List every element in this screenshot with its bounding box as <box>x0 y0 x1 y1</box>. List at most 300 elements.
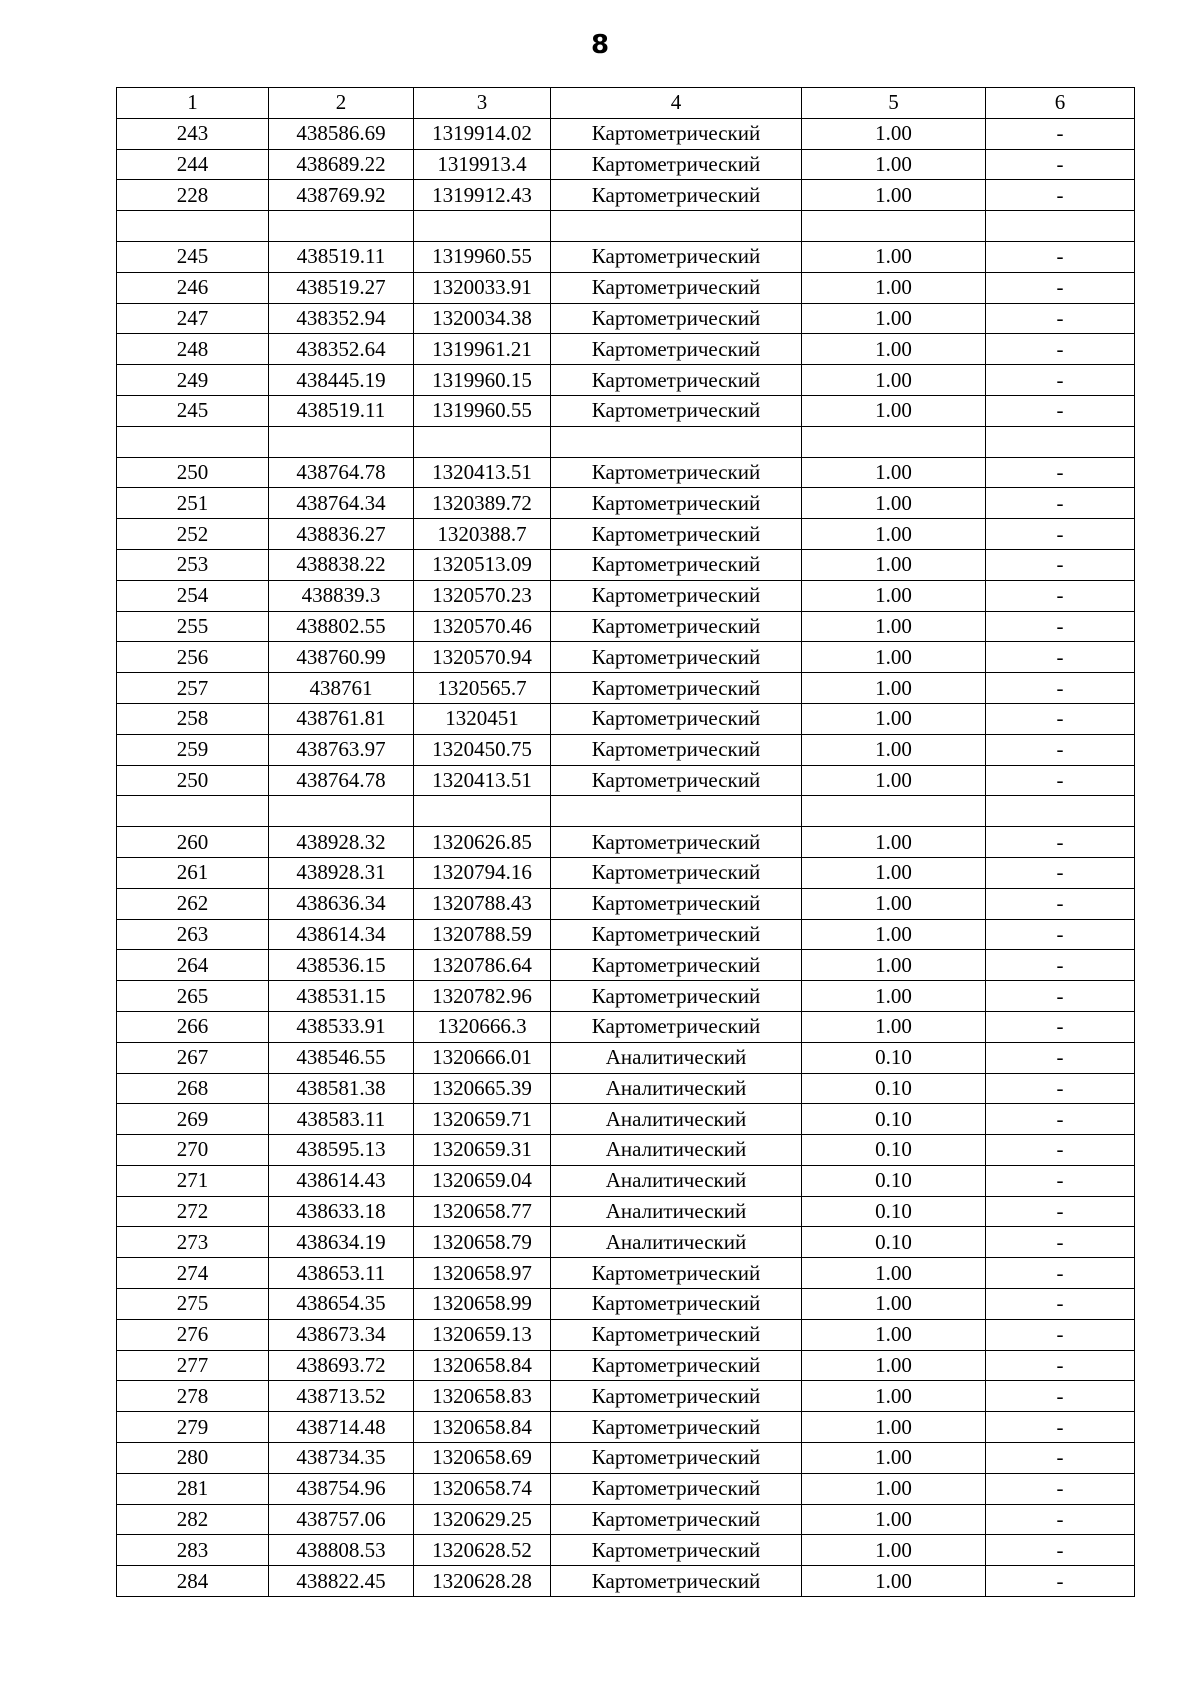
table-row <box>117 888 1135 919</box>
cell-point-number: 245 <box>117 395 269 426</box>
cell-x-coordinate: 438764.34 <box>269 488 414 519</box>
cell-accuracy: 1.00 <box>802 1258 986 1289</box>
cell-note: - <box>986 488 1135 519</box>
header-cell-col-6: 6 <box>986 88 1135 119</box>
cell-note: - <box>986 950 1135 981</box>
cell-note: - <box>986 642 1135 673</box>
cell-point-number: 271 <box>117 1165 269 1196</box>
table-row <box>117 365 1135 396</box>
cell-note: - <box>986 519 1135 550</box>
cell-note: - <box>986 303 1135 334</box>
cell-x-coordinate: 438614.43 <box>269 1165 414 1196</box>
cell-x-coordinate: 438689.22 <box>269 149 414 180</box>
table-row <box>117 611 1135 642</box>
cell-point-number: 270 <box>117 1135 269 1166</box>
cell-note: - <box>986 457 1135 488</box>
cell-note: - <box>986 118 1135 149</box>
cell-note: - <box>986 734 1135 765</box>
cell-accuracy: 1.00 <box>802 457 986 488</box>
table-row <box>117 857 1135 888</box>
cell-y-coordinate: 1320659.71 <box>414 1104 551 1135</box>
separator-row <box>117 796 1135 827</box>
cell-method <box>551 211 802 242</box>
table-row <box>117 395 1135 426</box>
cell-y-coordinate: 1320450.75 <box>414 734 551 765</box>
cell-x-coordinate: 438769.92 <box>269 180 414 211</box>
cell-y-coordinate: 1320658.99 <box>414 1289 551 1320</box>
cell-point-number: 245 <box>117 241 269 272</box>
cell-note: - <box>986 1381 1135 1412</box>
cell-note: - <box>986 919 1135 950</box>
header-cell-col-2: 2 <box>269 88 414 119</box>
cell-accuracy <box>802 796 986 827</box>
table-row <box>117 272 1135 303</box>
cell-point-number: 255 <box>117 611 269 642</box>
cell-x-coordinate: 438519.11 <box>269 241 414 272</box>
cell-note: - <box>986 703 1135 734</box>
cell-point-number: 262 <box>117 888 269 919</box>
cell-point-number <box>117 796 269 827</box>
cell-point-number: 243 <box>117 118 269 149</box>
cell-note: - <box>986 241 1135 272</box>
cell-note: - <box>986 765 1135 796</box>
cell-x-coordinate: 438734.35 <box>269 1443 414 1474</box>
cell-x-coordinate: 438764.78 <box>269 457 414 488</box>
cell-note: - <box>986 1073 1135 1104</box>
cell-note: - <box>986 1011 1135 1042</box>
cell-method <box>551 796 802 827</box>
table-row <box>117 703 1135 734</box>
cell-method: Картометрический <box>551 857 802 888</box>
cell-y-coordinate: 1320451 <box>414 703 551 734</box>
cell-y-coordinate: 1320666.3 <box>414 1011 551 1042</box>
table-row <box>117 488 1135 519</box>
table-row <box>117 580 1135 611</box>
cell-y-coordinate: 1320389.72 <box>414 488 551 519</box>
cell-note: - <box>986 673 1135 704</box>
cell-method: Картометрический <box>551 888 802 919</box>
cell-accuracy: 1.00 <box>802 1319 986 1350</box>
cell-y-coordinate: 1320513.09 <box>414 549 551 580</box>
cell-accuracy: 1.00 <box>802 395 986 426</box>
cell-y-coordinate: 1320786.64 <box>414 950 551 981</box>
cell-accuracy: 1.00 <box>802 950 986 981</box>
table-row <box>117 303 1135 334</box>
cell-accuracy: 1.00 <box>802 1504 986 1535</box>
cell-method: Картометрический <box>551 827 802 858</box>
cell-x-coordinate: 438713.52 <box>269 1381 414 1412</box>
cell-method: Картометрический <box>551 549 802 580</box>
cell-y-coordinate: 1320665.39 <box>414 1073 551 1104</box>
cell-y-coordinate: 1320388.7 <box>414 519 551 550</box>
cell-method: Картометрический <box>551 1504 802 1535</box>
cell-note: - <box>986 180 1135 211</box>
table-row <box>117 827 1135 858</box>
cell-accuracy: 1.00 <box>802 1011 986 1042</box>
cell-y-coordinate: 1320658.74 <box>414 1473 551 1504</box>
cell-point-number: 250 <box>117 765 269 796</box>
cell-accuracy: 1.00 <box>802 1412 986 1443</box>
cell-accuracy: 1.00 <box>802 488 986 519</box>
cell-y-coordinate: 1319960.55 <box>414 395 551 426</box>
table-row <box>117 1135 1135 1166</box>
cell-accuracy: 1.00 <box>802 1381 986 1412</box>
cell-accuracy: 1.00 <box>802 1350 986 1381</box>
cell-method: Картометрический <box>551 395 802 426</box>
page-number: 8 <box>590 30 610 60</box>
cell-x-coordinate: 438633.18 <box>269 1196 414 1227</box>
cell-point-number: 256 <box>117 642 269 673</box>
cell-point-number: 265 <box>117 981 269 1012</box>
cell-point-number: 273 <box>117 1227 269 1258</box>
table-row <box>117 673 1135 704</box>
cell-point-number: 257 <box>117 673 269 704</box>
cell-x-coordinate: 438673.34 <box>269 1319 414 1350</box>
cell-x-coordinate: 438653.11 <box>269 1258 414 1289</box>
cell-method: Аналитический <box>551 1196 802 1227</box>
cell-y-coordinate: 1319912.43 <box>414 180 551 211</box>
header-cell-col-4: 4 <box>551 88 802 119</box>
cell-point-number: 259 <box>117 734 269 765</box>
cell-accuracy: 1.00 <box>802 1443 986 1474</box>
cell-note: - <box>986 888 1135 919</box>
cell-note: - <box>986 857 1135 888</box>
cell-x-coordinate: 438583.11 <box>269 1104 414 1135</box>
cell-note: - <box>986 1042 1135 1073</box>
table-row <box>117 549 1135 580</box>
cell-point-number: 284 <box>117 1566 269 1597</box>
table-row <box>117 1350 1135 1381</box>
cell-y-coordinate <box>414 426 551 457</box>
table-row <box>117 765 1135 796</box>
table-row <box>117 1011 1135 1042</box>
cell-accuracy: 1.00 <box>802 888 986 919</box>
cell-x-coordinate: 438822.45 <box>269 1566 414 1597</box>
cell-method: Картометрический <box>551 1412 802 1443</box>
table-row <box>117 457 1135 488</box>
separator-row <box>117 426 1135 457</box>
cell-method: Картометрический <box>551 180 802 211</box>
cell-y-coordinate: 1320788.43 <box>414 888 551 919</box>
cell-x-coordinate: 438928.31 <box>269 857 414 888</box>
cell-note: - <box>986 149 1135 180</box>
cell-method: Картометрический <box>551 1381 802 1412</box>
cell-point-number <box>117 211 269 242</box>
cell-method: Картометрический <box>551 118 802 149</box>
cell-note: - <box>986 1535 1135 1566</box>
cell-point-number: 247 <box>117 303 269 334</box>
cell-point-number: 266 <box>117 1011 269 1042</box>
table-row <box>117 241 1135 272</box>
cell-x-coordinate: 438754.96 <box>269 1473 414 1504</box>
cell-y-coordinate: 1320033.91 <box>414 272 551 303</box>
cell-note: - <box>986 1227 1135 1258</box>
cell-x-coordinate: 438763.97 <box>269 734 414 765</box>
cell-point-number: 267 <box>117 1042 269 1073</box>
cell-method: Аналитический <box>551 1104 802 1135</box>
cell-point-number: 281 <box>117 1473 269 1504</box>
table-row <box>117 642 1135 673</box>
cell-y-coordinate: 1320626.85 <box>414 827 551 858</box>
cell-x-coordinate: 438838.22 <box>269 549 414 580</box>
cell-method: Картометрический <box>551 1319 802 1350</box>
table-row <box>117 1504 1135 1535</box>
cell-y-coordinate: 1320570.94 <box>414 642 551 673</box>
table-row <box>117 180 1135 211</box>
cell-point-number: 249 <box>117 365 269 396</box>
cell-accuracy <box>802 426 986 457</box>
cell-point-number: 252 <box>117 519 269 550</box>
cell-accuracy: 1.00 <box>802 519 986 550</box>
table-row <box>117 1381 1135 1412</box>
cell-x-coordinate: 438757.06 <box>269 1504 414 1535</box>
cell-x-coordinate: 438761.81 <box>269 703 414 734</box>
cell-point-number: 258 <box>117 703 269 734</box>
table-body <box>117 88 1135 1597</box>
cell-y-coordinate <box>414 211 551 242</box>
cell-accuracy: 1.00 <box>802 180 986 211</box>
table-row <box>117 149 1135 180</box>
cell-note: - <box>986 1165 1135 1196</box>
cell-method: Картометрический <box>551 765 802 796</box>
cell-point-number: 272 <box>117 1196 269 1227</box>
cell-point-number: 275 <box>117 1289 269 1320</box>
cell-point-number: 244 <box>117 149 269 180</box>
cell-note: - <box>986 1135 1135 1166</box>
cell-accuracy: 0.10 <box>802 1227 986 1258</box>
cell-x-coordinate: 438546.55 <box>269 1042 414 1073</box>
cell-method: Картометрический <box>551 272 802 303</box>
cell-point-number: 269 <box>117 1104 269 1135</box>
cell-method: Картометрический <box>551 611 802 642</box>
cell-x-coordinate: 438836.27 <box>269 519 414 550</box>
cell-method: Картометрический <box>551 642 802 673</box>
cell-method: Картометрический <box>551 1473 802 1504</box>
cell-note: - <box>986 1104 1135 1135</box>
cell-y-coordinate: 1320788.59 <box>414 919 551 950</box>
cell-accuracy: 1.00 <box>802 549 986 580</box>
cell-note: - <box>986 395 1135 426</box>
cell-method: Картометрический <box>551 303 802 334</box>
table-row <box>117 1165 1135 1196</box>
header-cell-col-5: 5 <box>802 88 986 119</box>
cell-x-coordinate: 438839.3 <box>269 580 414 611</box>
cell-x-coordinate: 438761 <box>269 673 414 704</box>
cell-x-coordinate: 438614.34 <box>269 919 414 950</box>
table-row <box>117 950 1135 981</box>
cell-note: - <box>986 611 1135 642</box>
cell-method: Аналитический <box>551 1073 802 1104</box>
cell-note: - <box>986 1504 1135 1535</box>
cell-note: - <box>986 981 1135 1012</box>
cell-note <box>986 426 1135 457</box>
cell-x-coordinate: 438808.53 <box>269 1535 414 1566</box>
table-row <box>117 334 1135 365</box>
table-row <box>117 1042 1135 1073</box>
table-row <box>117 981 1135 1012</box>
cell-method: Картометрический <box>551 950 802 981</box>
cell-x-coordinate: 438760.99 <box>269 642 414 673</box>
separator-row <box>117 211 1135 242</box>
table-row <box>117 1443 1135 1474</box>
cell-point-number: 283 <box>117 1535 269 1566</box>
cell-point-number: 282 <box>117 1504 269 1535</box>
cell-y-coordinate: 1320658.83 <box>414 1381 551 1412</box>
cell-point-number: 263 <box>117 919 269 950</box>
cell-note: - <box>986 1566 1135 1597</box>
cell-note: - <box>986 1473 1135 1504</box>
cell-y-coordinate: 1320659.13 <box>414 1319 551 1350</box>
cell-accuracy: 1.00 <box>802 827 986 858</box>
cell-y-coordinate: 1320794.16 <box>414 857 551 888</box>
cell-y-coordinate: 1320413.51 <box>414 457 551 488</box>
cell-note: - <box>986 1258 1135 1289</box>
cell-method: Аналитический <box>551 1135 802 1166</box>
cell-method: Картометрический <box>551 1350 802 1381</box>
cell-method: Картометрический <box>551 734 802 765</box>
cell-y-coordinate: 1320570.23 <box>414 580 551 611</box>
cell-note <box>986 796 1135 827</box>
cell-accuracy: 1.00 <box>802 303 986 334</box>
cell-x-coordinate: 438352.94 <box>269 303 414 334</box>
cell-point-number: 254 <box>117 580 269 611</box>
header-cell-col-3: 3 <box>414 88 551 119</box>
cell-accuracy: 0.10 <box>802 1135 986 1166</box>
cell-x-coordinate <box>269 426 414 457</box>
cell-note: - <box>986 1443 1135 1474</box>
cell-point-number: 279 <box>117 1412 269 1443</box>
cell-x-coordinate: 438536.15 <box>269 950 414 981</box>
table-row <box>117 1104 1135 1135</box>
cell-accuracy: 0.10 <box>802 1104 986 1135</box>
cell-accuracy: 1.00 <box>802 365 986 396</box>
cell-y-coordinate: 1319961.21 <box>414 334 551 365</box>
cell-y-coordinate: 1320659.31 <box>414 1135 551 1166</box>
cell-accuracy: 1.00 <box>802 919 986 950</box>
table-row <box>117 1073 1135 1104</box>
cell-method: Картометрический <box>551 1258 802 1289</box>
cell-accuracy: 1.00 <box>802 765 986 796</box>
cell-point-number: 278 <box>117 1381 269 1412</box>
cell-point-number <box>117 426 269 457</box>
cell-note: - <box>986 365 1135 396</box>
cell-method: Картометрический <box>551 981 802 1012</box>
cell-accuracy: 1.00 <box>802 611 986 642</box>
cell-accuracy: 1.00 <box>802 1473 986 1504</box>
table-row <box>117 118 1135 149</box>
cell-accuracy: 1.00 <box>802 1535 986 1566</box>
cell-note: - <box>986 272 1135 303</box>
cell-x-coordinate: 438595.13 <box>269 1135 414 1166</box>
cell-x-coordinate: 438519.27 <box>269 272 414 303</box>
coordinates-table <box>116 87 1135 1597</box>
cell-accuracy <box>802 211 986 242</box>
table-row <box>117 1289 1135 1320</box>
cell-x-coordinate: 438352.64 <box>269 334 414 365</box>
cell-accuracy: 1.00 <box>802 118 986 149</box>
header-cell-col-1: 1 <box>117 88 269 119</box>
cell-x-coordinate: 438928.32 <box>269 827 414 858</box>
cell-point-number: 248 <box>117 334 269 365</box>
cell-x-coordinate: 438714.48 <box>269 1412 414 1443</box>
table-row <box>117 1258 1135 1289</box>
cell-note <box>986 211 1135 242</box>
cell-x-coordinate: 438519.11 <box>269 395 414 426</box>
cell-x-coordinate: 438636.34 <box>269 888 414 919</box>
cell-y-coordinate: 1320565.7 <box>414 673 551 704</box>
cell-y-coordinate: 1320658.84 <box>414 1412 551 1443</box>
table-row <box>117 734 1135 765</box>
cell-method: Картометрический <box>551 519 802 550</box>
cell-y-coordinate: 1320628.52 <box>414 1535 551 1566</box>
table-row <box>117 1412 1135 1443</box>
cell-x-coordinate: 438693.72 <box>269 1350 414 1381</box>
cell-y-coordinate: 1320413.51 <box>414 765 551 796</box>
cell-method: Картометрический <box>551 1566 802 1597</box>
cell-accuracy: 1.00 <box>802 673 986 704</box>
table-row <box>117 1535 1135 1566</box>
cell-note: - <box>986 827 1135 858</box>
cell-method: Картометрический <box>551 241 802 272</box>
cell-y-coordinate: 1320034.38 <box>414 303 551 334</box>
table-row <box>117 1196 1135 1227</box>
cell-accuracy: 1.00 <box>802 149 986 180</box>
cell-method: Картометрический <box>551 457 802 488</box>
cell-method: Картометрический <box>551 580 802 611</box>
cell-accuracy: 1.00 <box>802 981 986 1012</box>
cell-note: - <box>986 549 1135 580</box>
cell-accuracy: 1.00 <box>802 734 986 765</box>
cell-note: - <box>986 334 1135 365</box>
cell-point-number: 260 <box>117 827 269 858</box>
cell-y-coordinate: 1320628.28 <box>414 1566 551 1597</box>
table-row <box>117 519 1135 550</box>
cell-method: Картометрический <box>551 1535 802 1566</box>
cell-y-coordinate <box>414 796 551 827</box>
table-row <box>117 1227 1135 1258</box>
cell-y-coordinate: 1320658.79 <box>414 1227 551 1258</box>
header-row <box>117 88 1135 119</box>
cell-point-number: 280 <box>117 1443 269 1474</box>
cell-point-number: 274 <box>117 1258 269 1289</box>
cell-accuracy: 1.00 <box>802 580 986 611</box>
cell-y-coordinate: 1320629.25 <box>414 1504 551 1535</box>
table-row <box>117 1473 1135 1504</box>
cell-accuracy: 1.00 <box>802 241 986 272</box>
cell-method: Картометрический <box>551 703 802 734</box>
cell-note: - <box>986 1319 1135 1350</box>
cell-method: Картометрический <box>551 334 802 365</box>
cell-point-number: 251 <box>117 488 269 519</box>
cell-method: Аналитический <box>551 1165 802 1196</box>
cell-accuracy: 1.00 <box>802 642 986 673</box>
table-row <box>117 1566 1135 1597</box>
cell-method: Картометрический <box>551 1443 802 1474</box>
cell-method: Картометрический <box>551 673 802 704</box>
cell-point-number: 228 <box>117 180 269 211</box>
cell-method: Аналитический <box>551 1042 802 1073</box>
cell-accuracy: 0.10 <box>802 1196 986 1227</box>
cell-method: Картометрический <box>551 488 802 519</box>
cell-accuracy: 0.10 <box>802 1165 986 1196</box>
cell-x-coordinate: 438445.19 <box>269 365 414 396</box>
table-row <box>117 1319 1135 1350</box>
cell-x-coordinate: 438531.15 <box>269 981 414 1012</box>
cell-y-coordinate: 1320666.01 <box>414 1042 551 1073</box>
cell-point-number: 268 <box>117 1073 269 1104</box>
cell-x-coordinate: 438802.55 <box>269 611 414 642</box>
cell-y-coordinate: 1319913.4 <box>414 149 551 180</box>
